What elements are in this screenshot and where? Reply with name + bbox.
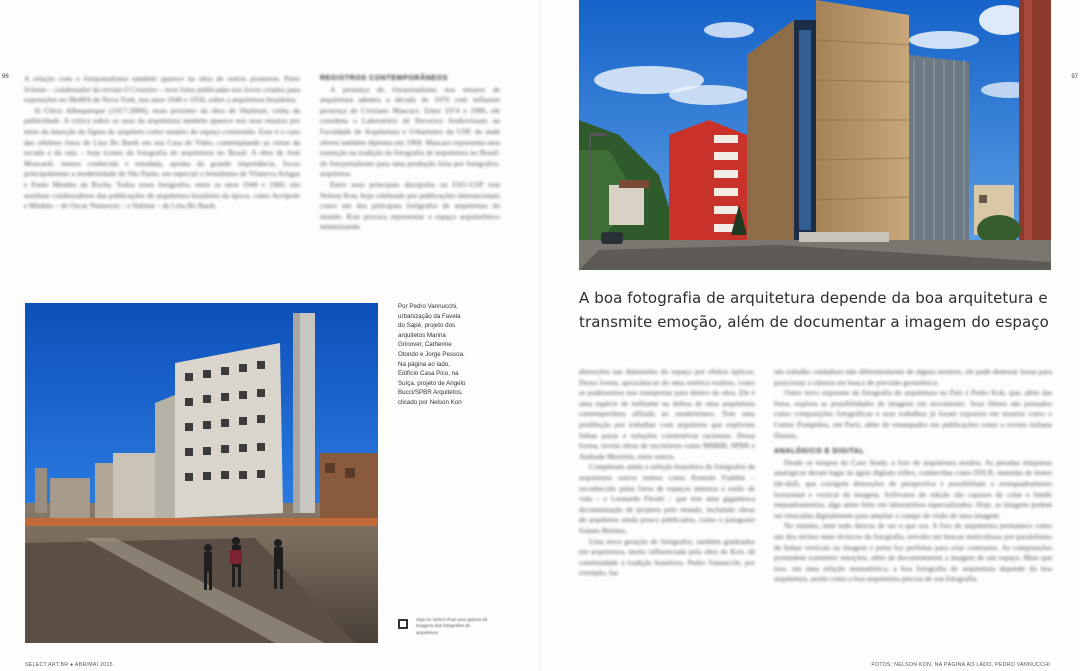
caption-line: Otondo e Jorge Pessoa. [398,350,465,358]
page-number-left: 96 [2,74,9,80]
caption-line: Grinover, Catherine [398,341,452,349]
caption-line: urbanização da Favela [398,312,461,320]
caption-line: do Sapé, projeto dos [398,322,456,330]
paragraph: A presença do fotojornalismo nos ensaios de arquitetura adentra a década de 1970 com influente presença de Cristiano Mascaro. Entre 1974 e 1986, ele coordena o Laboratório de Recursos Audiovisuais na Faculdade de Arquitetura e Urbanismo da USP, de onde ofereu também diploma em 1968. Mascaro representa uma transição na tradição da fotografia de arquitetura no Brasil: do fotojornalismo para uma produção feita por fotógrafos-arquitetos. [320,84,500,179]
pull-quote-line: transmite emoção, além de documentar a imagem do espaço [579,313,1049,331]
select-ipad-tag [398,617,498,643]
caption-line: Na página ao lado, [398,360,450,368]
select-tag-text: Veja no Select iPad uma galeria de imagens dos fotógrafos de arquitetura [416,617,488,635]
paragraph: Uma nova geração de fotógrafos, também graduados em arquitetura, muito influenciada pela obra de Kon, dá continuidade à tradição brasileira. Pedro Vannucchi, por exemplo, faz [579,536,755,578]
paragraph: No entanto, nem tudo deixou de ser o que era. A foto de arquitetura permanece como um dos nichos mais técnicos da fotografia, envolto em buscas meticulosas por paralelismo de linhas verticais na imagem e pelas luz perfeitas para criar contrastes. As composições pretendem transmitir emoções, além de documentarem a imagem de um espaço. Mais que isso, em uma relação mutualística, a boa fotografia de arquitetura depende da boa arquitetura, assim como a boa arquitetura precisa de sua fotografia. [774,521,1052,584]
left-column-2 [320,74,500,233]
caption-line: Suíça, projeto de Angelo [398,379,466,387]
right-column-2 [774,367,1052,585]
paragraph: Já Chico Albuquerque (1917-2000), mais próximo da obra de Shulman, vinha da publicidade. A crítica sobre os usos da arquitetura também aparece nos seus ensaios por meio da inserção da figura do arquiteto como usuário do espaço construído. Esse é o caso das célebres fotos de Lina Bo Bardi em sua Casa de Vidro, contemplando as vistas da escada e da sala – hoje ícones da fotografia de arquitetura no Brasil. A obra de José Moscardi, menos conhecida e estudada, aponta da grande importância, focou principalmente a modernidade de São Paulo, em especial o brutalismo de Vilanova Artigas e Paulo Mendes da Rocha. Todos esses fotógrafos, entre os anos 1940 e 1960, são assíduos colaboradores das publicações de arquitetura brasileira da época, como Acrópole e Módulo – de Oscar Niemeyer – e Habitat – de Lina Bo Bardi. [24,105,300,211]
left-column-1 [24,74,300,212]
caption-line: Por Pedro Vannucchi, [398,303,458,310]
photo-illustration [25,303,378,643]
paragraph: um trabalho cuidadoso não diferentemente de alguns mestres, ele pode demorar horas para posicionar a câmera em busca de precisão geométrica. [774,367,1052,387]
photo-edificio-casa-pico [579,0,1051,270]
select-square-icon [398,619,408,629]
pull-quote-line: A boa fotografia de arquitetura depende da boa arquitetura e [579,289,1048,307]
photo-caption [398,302,498,408]
footer-right: FOTOS: NELSON KON, NA PÁGINA AO LADO, PEDRO VANNUCCHI [871,662,1050,668]
footer-left: SELECT.ART.BR ● ABR/MAI 2015 [25,662,113,668]
paragraph: Outro novo expoente da fotografia de arquitetura no País é Pedro Kok, que, além das fotos, explora as possibilidades de imagens em movimento. Seus filmes são pensados como composições fotográficas e seus trabalhos já foram expostos em museus como o Centre Pompidou, em Paris, além de estampados em publicações como a revista italiana Domus. [774,388,1052,440]
paragraph: Entre seus principais discípulos na FAU-USP está Nelson Kon, hoje celebrado por publicações internacionais como um dos principais fotógrafos de arquitetura do mundo. Kon procura representar o espaço arquitetônico minimizando [320,179,500,232]
photo-illustration [579,0,1051,270]
page-number-right: 97 [1071,74,1078,80]
section-subhead: ANALÓGICO E DIGITAL [774,448,865,456]
paragraph: A relação com o fotojornalismo também aparece na obra de outros pioneiros. Peter Scheier – colaborador da revista O Cruzeiro – teve fotos publicadas nos livros criados para exposições no MoMA de Nova York, nos anos 1940 e 1950, sobre a arquitetura brasileira. [24,74,300,105]
caption-line: arquitetos Marina [398,331,446,339]
pull-quote [579,286,1049,334]
caption-line: Bucci/SPBR Arquitetos, [398,389,463,397]
caption-line: clicado por Nelson Kon [398,398,462,406]
photo-favela-do-sape [25,303,378,643]
section-subhead: REGISTROS CONTEMPORÂNEOS [320,75,448,82]
paragraph: distorções nas dimensões do espaço por efeitos ópticos. Dessa forma, aproxima-se de uma estética realista, como se pudéssemos nos transportar para dentro da obra. Ele é uma espécie de militante na defesa de uma arquitetura contemporânea afiliada ao modernismo. Tem uma predileção por trabalhar com arquitetos que exploram linhas puras e soluções construtivas racionais. Dessa forma, revela obras de escritórios como MMBB, SPBR e Andrade Morettin, entre outros. [579,367,755,461]
paragraph: Desde os tempos do Case Study, a foto de arquitetura mudou. As pesadas máquinas analógicas deram lugar às ágeis digitais reflex, conhecidas como DSLR, munidas de lentes tilt-shift, que corrigem distorções de perspectiva e possibilitam o reenquadramento horizontal e vertical da imagem. Softwares de edição são capazes de colar e fundir enquadramentos, algo antes feito em laboratórios especializados. Hoje, as imagens podem ser retocadas digitalmente para ampliar o campo de visão de uma imagem. [774,457,1052,520]
right-column-1 [579,367,755,579]
paragraph: Completam ainda a seleção brasileira de fotógrafos de arquitetura outros nomes como Romulo Fialdini – reconhecido pelas fotos de espaços internos e estilo de vida – e Leonardo Finotti – que tem uma gigantesca documentação de projetos pelo mundo, incluindo obras de arquitetos ainda pouco publicados, como o paraguaio Solano Benítez. [579,462,755,535]
right-page [540,0,1080,671]
caption-line: Edifício Casa Pico, na [398,370,459,378]
